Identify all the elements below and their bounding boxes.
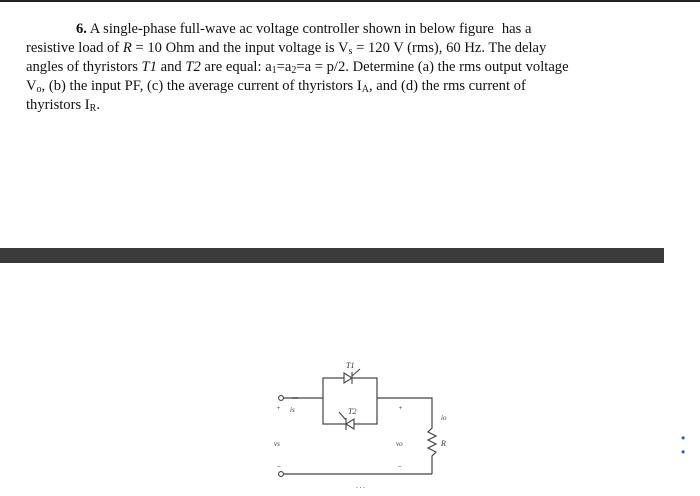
line1-text-b: has a bbox=[501, 21, 532, 37]
plus-left: + bbox=[276, 404, 281, 412]
line4-text-c: , and (d) the rms current of bbox=[368, 78, 526, 94]
terminal-bottom bbox=[279, 472, 284, 477]
line3-text-c: are equal: a bbox=[204, 59, 272, 75]
line3-text-d: =a bbox=[276, 59, 292, 75]
line3-text-a: angles of thyristors bbox=[26, 59, 138, 75]
ia-subscript: A bbox=[361, 84, 369, 95]
ir-subscript: R bbox=[89, 103, 97, 114]
a2-subscript: 2 bbox=[291, 65, 297, 76]
line2-text-c: = 120 V (rms), 60 Hz. The delay bbox=[356, 40, 547, 56]
a1-subscript: 1 bbox=[271, 65, 277, 76]
thyristor-t1 bbox=[344, 369, 360, 384]
problem-number: 6. bbox=[76, 21, 87, 37]
t1-label: T1 bbox=[346, 361, 355, 370]
vs-subscript: s bbox=[348, 46, 353, 57]
load-resistor bbox=[428, 412, 436, 474]
line5-text-b: . bbox=[96, 97, 100, 113]
line4-text-b: , (b) the input PF, (c) the average current of thyristors I bbox=[41, 78, 362, 94]
io-label: io bbox=[441, 414, 447, 422]
vs-label: vs bbox=[274, 440, 280, 448]
thyristor-t2-ref: T2 bbox=[185, 59, 201, 75]
line2-text-b: = 10 Ohm and the input voltage is V bbox=[135, 40, 349, 56]
line3-text-e: =a = p/2. Determine (a) the rms output voltage bbox=[296, 59, 569, 75]
resistor-symbol: R bbox=[122, 40, 132, 56]
top-right-wire bbox=[377, 398, 432, 412]
vo-subscript: o bbox=[36, 84, 42, 95]
thyristor-t1-ref: T1 bbox=[141, 59, 157, 75]
minus-right: – bbox=[398, 462, 402, 470]
line3-text-b: and bbox=[160, 59, 182, 75]
line5-text-a: thyristors I bbox=[26, 97, 90, 113]
plus-right: + bbox=[398, 404, 403, 412]
minus-left: – bbox=[277, 462, 281, 470]
terminal-top bbox=[279, 396, 284, 401]
r-label: R bbox=[441, 439, 446, 448]
vo-label: vo bbox=[396, 440, 403, 448]
bottom-mark: · · · bbox=[356, 484, 365, 492]
thyristor-block bbox=[323, 378, 377, 424]
t2-label: T2 bbox=[348, 407, 357, 416]
edge-dots: • • bbox=[681, 431, 689, 459]
line1-text-a: A single-phase full-wave ac voltage controller shown in below figure bbox=[89, 21, 494, 37]
line2-text-a: resistive load of bbox=[26, 40, 120, 56]
is-label: is bbox=[290, 406, 295, 414]
line4-text-a: V bbox=[26, 78, 37, 94]
